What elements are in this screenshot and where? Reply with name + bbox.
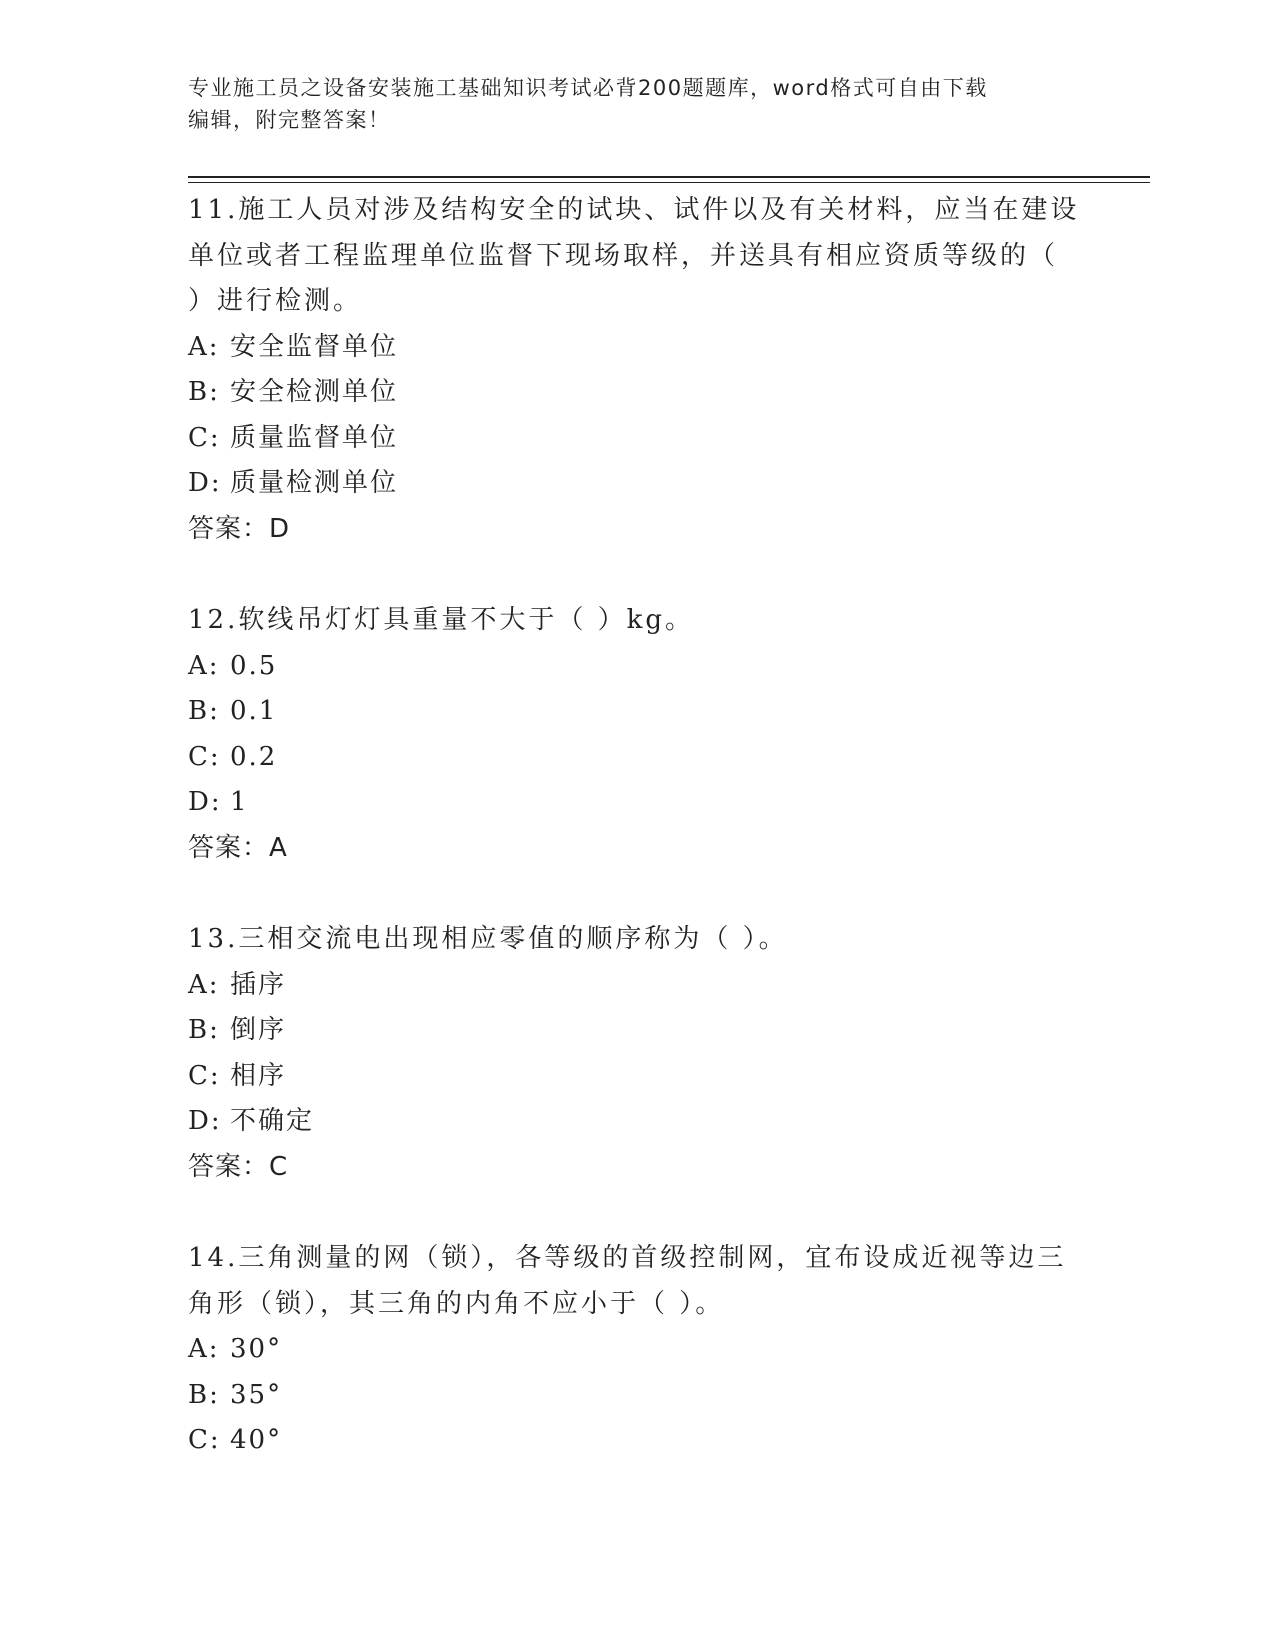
option-key: C: [188, 1425, 221, 1455]
question-spacer [188, 552, 1088, 598]
option-key: C: [188, 422, 221, 453]
document-header [188, 72, 1088, 136]
option-d [188, 461, 1088, 507]
option-a [188, 1327, 1088, 1373]
question-stem-line: 单位或者工程监理单位监督下现场取样，并送具有相应资质等级的（ [188, 240, 1059, 271]
option-a [188, 963, 1088, 1009]
question-14 [188, 1236, 1088, 1464]
question-stem-line: 角形（锁），其三角的内角不应小于（ ）。 [188, 1288, 725, 1319]
option-text: 30° [230, 1334, 283, 1364]
option-key: C: [188, 1060, 221, 1091]
question-spacer [188, 1190, 1088, 1236]
option-key: C: [188, 741, 221, 772]
answer-line: 答案：A [188, 832, 288, 863]
option-key: A: [188, 969, 220, 1000]
option-key: B: [188, 696, 220, 726]
option-b [188, 1373, 1088, 1419]
header-divider-thin [188, 182, 1150, 183]
option-text: 40° [230, 1425, 283, 1455]
option-text: 不确定 [230, 1106, 315, 1136]
question-stem-line: 12.软线吊灯灯具重量不大于（ ）kg。 [188, 605, 695, 635]
answer-line: 答案：C [188, 1151, 289, 1182]
option-b [188, 1008, 1088, 1054]
option-text: 1 [230, 787, 249, 817]
question-13 [188, 917, 1088, 1190]
question-stem-line: 14.三角测量的网（锁），各等级的首级控制网，宜布设成近视等边三 [188, 1243, 1067, 1273]
option-text: 0.5 [230, 650, 278, 681]
option-text: 35° [230, 1379, 283, 1410]
option-b [188, 689, 1088, 735]
option-text: 质量检测单位 [230, 468, 399, 498]
option-text: 0.2 [230, 741, 278, 772]
option-c [188, 416, 1088, 462]
header-divider-thick [188, 176, 1150, 178]
option-key: A: [188, 650, 220, 681]
header-line-2: 编辑，附完整答案！ [188, 108, 391, 132]
question-stem-line: 13.三相交流电出现相应零值的顺序称为（ ）。 [188, 924, 788, 954]
option-key: B: [188, 377, 220, 407]
option-d [188, 1099, 1088, 1145]
option-text: 安全检测单位 [230, 377, 399, 407]
option-text: 0.1 [230, 696, 278, 726]
question-12 [188, 598, 1088, 871]
option-key: D: [188, 787, 222, 817]
option-text: 安全监督单位 [230, 331, 399, 362]
option-text: 质量监督单位 [230, 422, 399, 453]
header-line-1: 专业施工员之设备安装施工基础知识考试必背200题题库，word格式可自由下载 [188, 76, 988, 100]
option-key: A: [188, 331, 220, 362]
option-a [188, 325, 1088, 371]
option-b [188, 370, 1088, 416]
option-d [188, 780, 1088, 826]
option-key: A: [188, 1334, 220, 1364]
option-key: B: [188, 1379, 220, 1410]
option-key: D: [188, 1106, 222, 1136]
option-text: 倒序 [230, 1015, 287, 1045]
option-c [188, 735, 1088, 781]
option-key: B: [188, 1015, 220, 1045]
question-11 [188, 188, 1088, 552]
question-spacer [188, 871, 1088, 917]
option-text: 插序 [230, 969, 287, 1000]
option-c [188, 1054, 1088, 1100]
option-c [188, 1418, 1088, 1464]
option-text: 相序 [230, 1060, 287, 1091]
option-key: D: [188, 468, 222, 498]
answer-line: 答案：D [188, 513, 291, 544]
option-a [188, 644, 1088, 690]
question-list [188, 188, 1088, 1464]
question-stem-line: ）进行检测。 [188, 286, 363, 316]
question-stem-line: 11.施工人员对涉及结构安全的试块、试件以及有关材料，应当在建设 [188, 195, 1080, 225]
